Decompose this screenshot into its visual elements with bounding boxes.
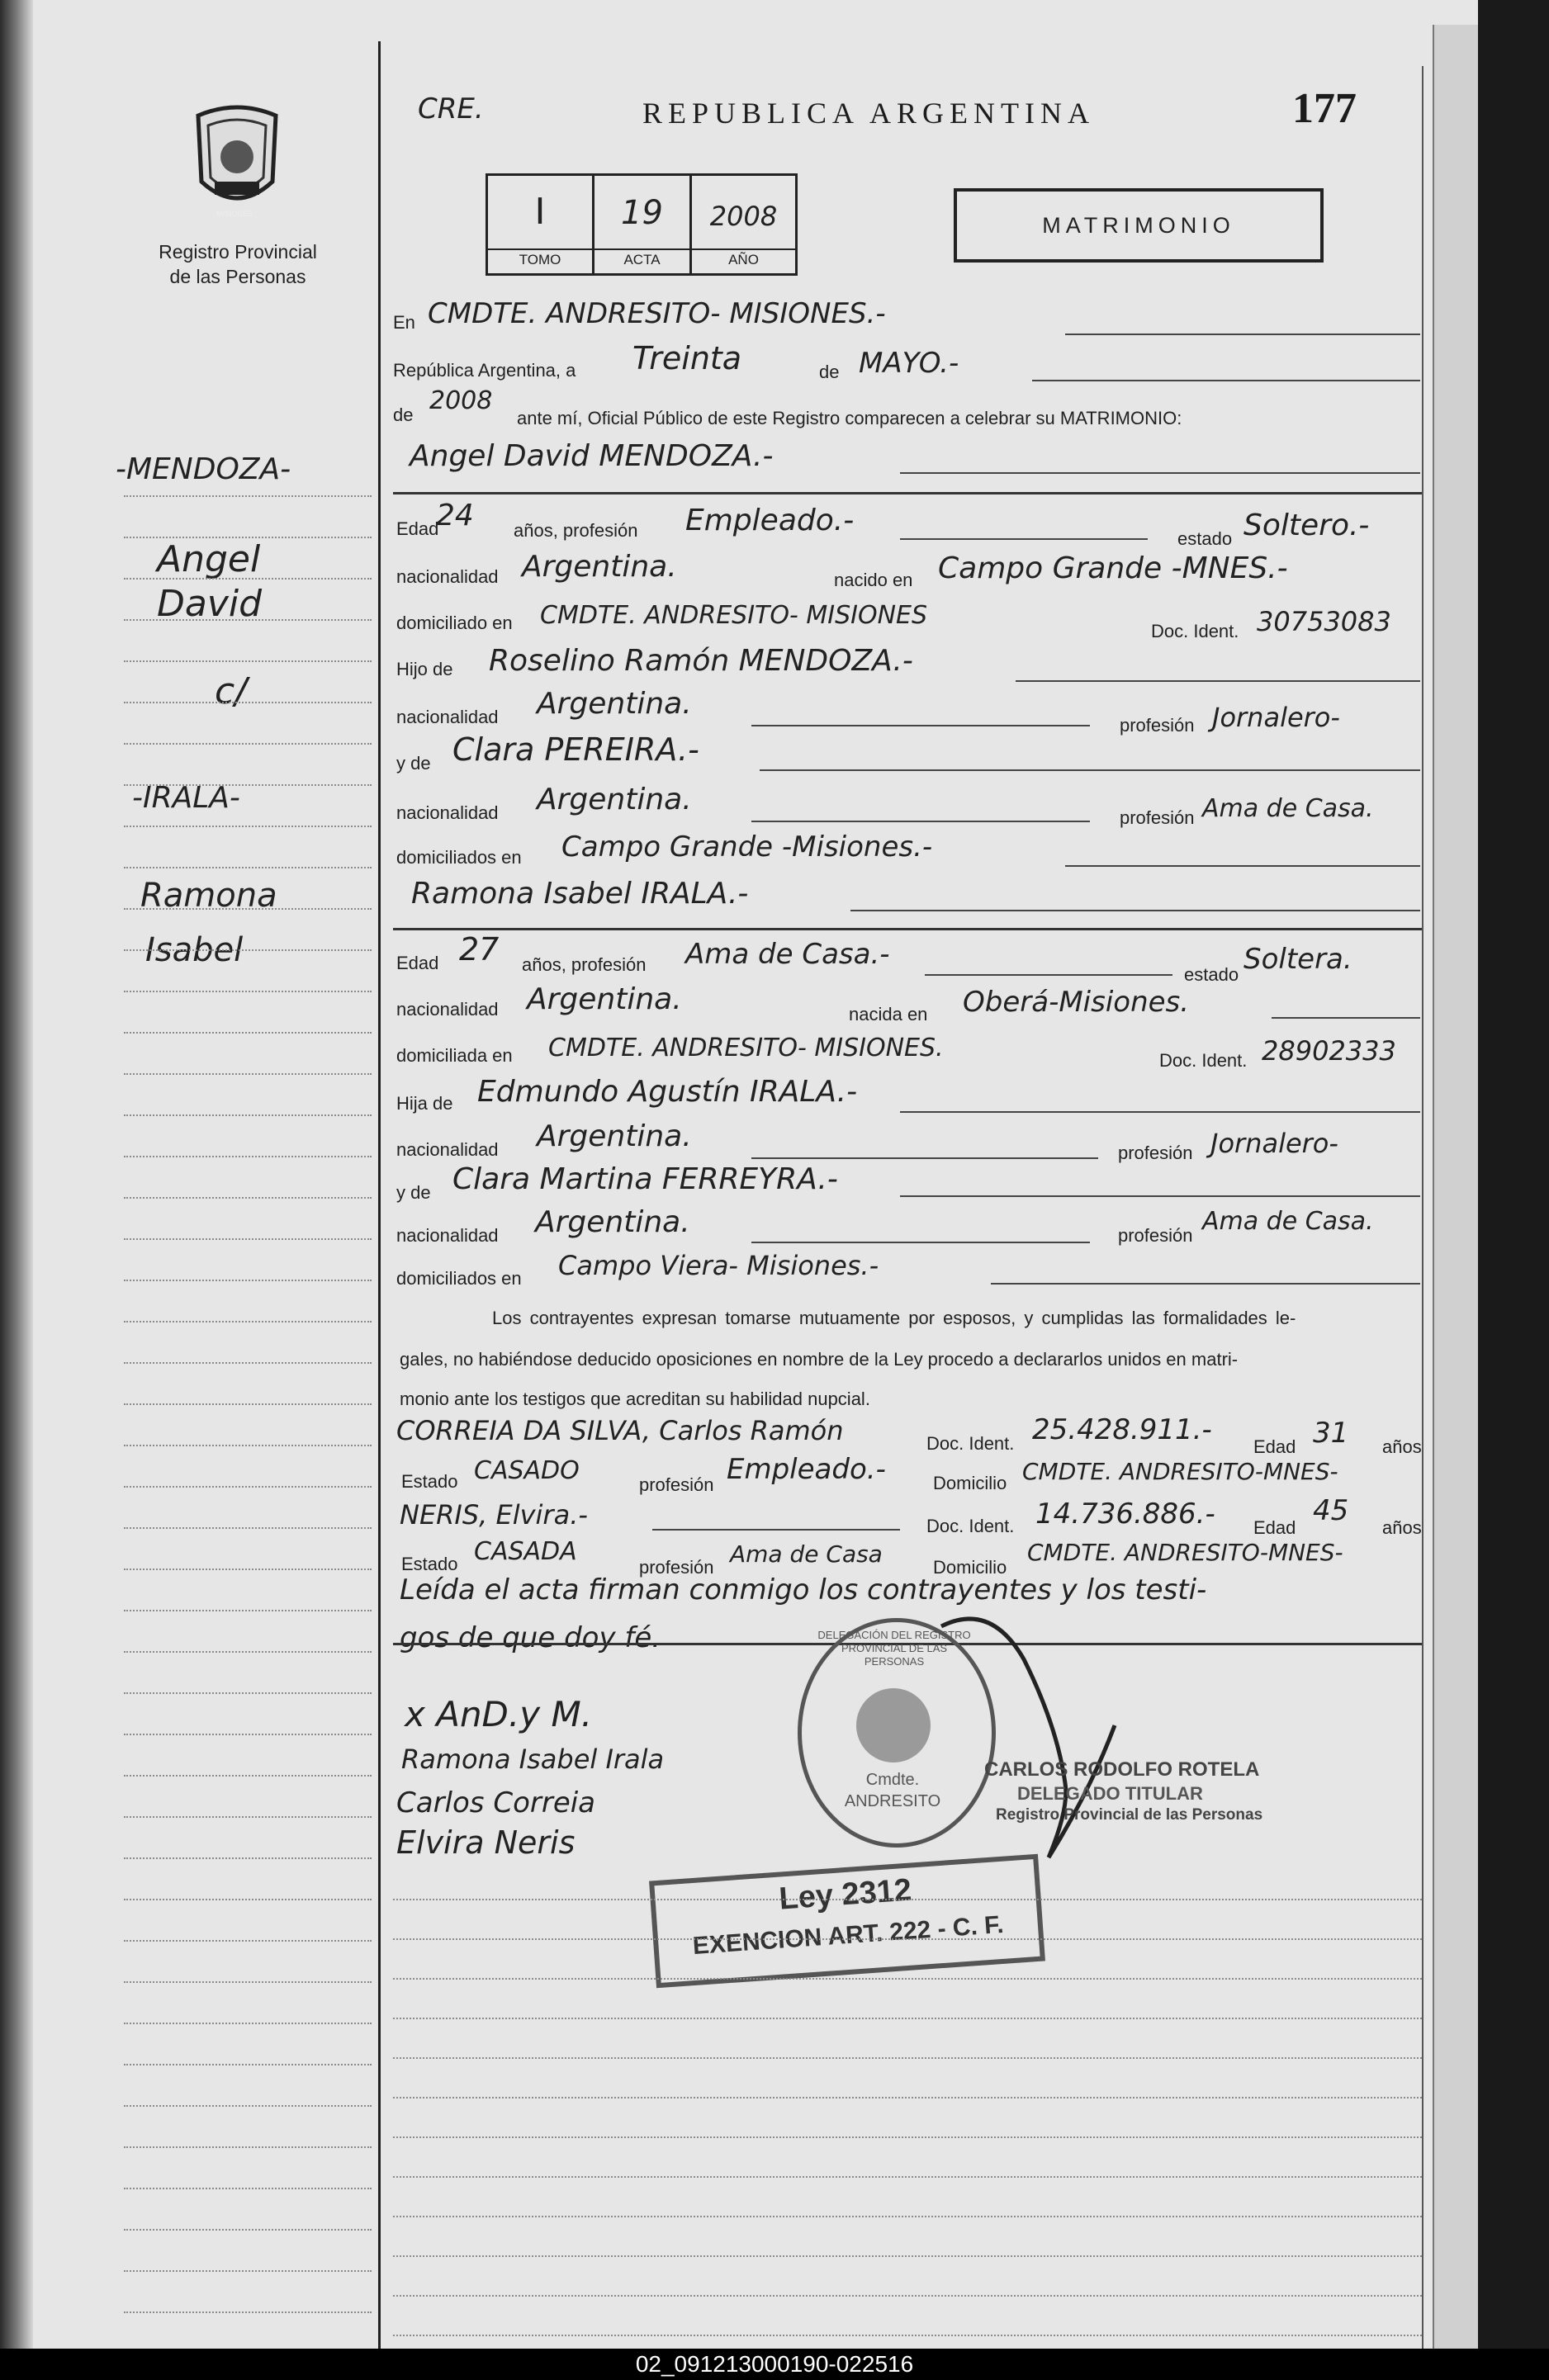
bride-estado-label: estado bbox=[1184, 964, 1239, 985]
margin-ruled-line bbox=[124, 908, 372, 910]
margin-ruled-line bbox=[124, 1114, 372, 1116]
de-label: de bbox=[819, 362, 840, 382]
bride-birthplace: Oberá-Misiones. bbox=[963, 986, 1190, 1019]
bride-father-prof-label: profesión bbox=[1118, 1143, 1193, 1163]
bride-age: 27 bbox=[459, 931, 500, 968]
bride-divider bbox=[393, 928, 1422, 930]
tomo-label: TOMO bbox=[519, 252, 561, 267]
margin-ruled-line bbox=[124, 2270, 372, 2272]
margin-ruled-line bbox=[124, 867, 372, 868]
witness1-marital: CASADO bbox=[474, 1456, 580, 1485]
margin-ruled-line bbox=[124, 784, 372, 786]
groom-father-nat-label: nacionalidad bbox=[396, 707, 499, 727]
record-type: MATRIMONIO bbox=[1042, 213, 1235, 238]
record-type-box bbox=[954, 188, 1324, 263]
margin-bride-surname: -IRALA- bbox=[132, 781, 240, 815]
bride-nationality: Argentina. bbox=[527, 982, 682, 1016]
margin-ruled-line bbox=[124, 1362, 372, 1364]
groom-parents-dom-label: domiciliados en bbox=[396, 847, 522, 868]
groom-father: Roselino Ramón MENDOZA.- bbox=[489, 644, 913, 678]
groom-name: Angel David MENDOZA.- bbox=[410, 439, 774, 473]
margin-ruled-line bbox=[124, 1321, 372, 1322]
margin-ruled-line bbox=[124, 1073, 372, 1075]
groom-hijo-label: Hijo de bbox=[396, 659, 453, 679]
body-ruled-line bbox=[393, 2216, 1422, 2217]
witness2-edad-label: Edad bbox=[1253, 1517, 1296, 1538]
witness1-address: CMDTE. ANDRESITO-MNES- bbox=[1022, 1458, 1338, 1485]
witness2-anos-label: años bbox=[1382, 1517, 1422, 1538]
groom-mother-nat-label: nacionalidad bbox=[396, 802, 499, 823]
bride-profession: Ama de Casa.- bbox=[685, 938, 890, 971]
witness1-anos-label: años bbox=[1382, 1436, 1422, 1457]
closing-line-2: gos de que doy fé. bbox=[400, 1621, 661, 1654]
margin-ruled-line bbox=[124, 1692, 372, 1694]
bride-father-nationality: Argentina. bbox=[537, 1119, 692, 1153]
country-title: REPUBLICA ARGENTINA bbox=[642, 97, 1096, 130]
witness2-age: 45 bbox=[1313, 1494, 1349, 1527]
ley-stamp-line-2: EXENCION ART. 222 - C. F. bbox=[691, 1910, 1005, 1961]
margin-ruled-line bbox=[124, 1981, 372, 1983]
bride-mother-prof-label: profesión bbox=[1118, 1225, 1193, 1246]
body-ruled-line bbox=[393, 2057, 1422, 2059]
ano-label: AÑO bbox=[728, 252, 759, 267]
image-caption: 02_091213000190-022516 bbox=[0, 2349, 1549, 2380]
margin-groom-given-2: David bbox=[157, 583, 263, 625]
margin-ruled-line bbox=[124, 2188, 372, 2189]
margin-ruled-line bbox=[124, 2064, 372, 2065]
signature-witness2: Elvira Neris bbox=[396, 1824, 576, 1861]
margin-ruled-line bbox=[124, 2311, 372, 2313]
witness2-doc: 14.736.886.- bbox=[1035, 1498, 1215, 1531]
margin-ruled-line bbox=[124, 1280, 372, 1281]
margin-rule bbox=[378, 41, 381, 2349]
margin-bride-given-2: Isabel bbox=[145, 931, 244, 969]
margin-ruled-line bbox=[124, 991, 372, 992]
page-left-edge bbox=[0, 0, 33, 2349]
groom-nacido-label: nacido en bbox=[834, 570, 913, 590]
margin-ruled-line bbox=[124, 578, 372, 580]
witness1-estado-label: Estado bbox=[401, 1471, 458, 1492]
body-ruled-line bbox=[393, 1899, 1422, 1900]
margin-ruled-line bbox=[124, 1775, 372, 1777]
margin-ruled-line bbox=[124, 1610, 372, 1611]
page-binding-edge bbox=[1433, 25, 1478, 2349]
margin-ruled-line bbox=[124, 1569, 372, 1570]
bride-parents-address: Campo Viera- Misiones.- bbox=[558, 1250, 879, 1281]
witness2-doc-label: Doc. Ident. bbox=[926, 1516, 1015, 1536]
groom-mother-prof-label: profesión bbox=[1120, 807, 1195, 828]
bride-mother-profession: Ama de Casa. bbox=[1202, 1207, 1374, 1236]
margin-ruled-line bbox=[124, 1857, 372, 1859]
bride-name: Ramona Isabel IRALA.- bbox=[411, 877, 749, 911]
groom-doc-label: Doc. Ident. bbox=[1151, 621, 1239, 641]
margin-ruled-line bbox=[124, 1527, 372, 1529]
groom-nat-label: nacionalidad bbox=[396, 566, 499, 587]
closing-line-1: Leída el acta firman conmigo los contrayentes y los testi- bbox=[400, 1573, 1207, 1606]
page-number: 177 bbox=[1292, 85, 1357, 132]
groom-edad-label: Edad bbox=[396, 518, 439, 539]
body-ruled-line bbox=[393, 2255, 1422, 2257]
registry-line-2: de las Personas bbox=[169, 266, 306, 287]
margin-ruled-line bbox=[124, 743, 372, 745]
intro-year: 2008 bbox=[429, 386, 493, 415]
acta-label: ACTA bbox=[623, 252, 661, 267]
margin-ruled-line bbox=[124, 1651, 372, 1653]
body-ruled-line bbox=[393, 1938, 1422, 1940]
witness1-profession: Empleado.- bbox=[727, 1453, 886, 1486]
margin-ruled-line bbox=[124, 660, 372, 662]
groom-mother-nationality: Argentina. bbox=[537, 783, 692, 816]
margin-ruled-line bbox=[124, 1940, 372, 1942]
groom-doc: 30753083 bbox=[1257, 606, 1391, 637]
margin-bride-given-1: Ramona bbox=[140, 877, 277, 915]
margin-ruled-line bbox=[124, 1403, 372, 1405]
margin-groom-given-1: Angel bbox=[157, 538, 261, 580]
groom-profesion-label: años, profesión bbox=[514, 520, 638, 541]
groom-address: CMDTE. ANDRESITO- MISIONES bbox=[540, 601, 928, 630]
groom-father-prof-label: profesión bbox=[1120, 715, 1195, 736]
body-ruled-line bbox=[393, 2136, 1422, 2138]
bride-marital: Soltera. bbox=[1243, 943, 1352, 976]
seal-emblem-icon bbox=[856, 1688, 931, 1763]
de2-label: de bbox=[393, 405, 414, 425]
acta-value: 19 bbox=[621, 194, 663, 232]
groom-birthplace: Campo Grande -MNES.- bbox=[938, 551, 1288, 585]
bride-hija-label: Hija de bbox=[396, 1093, 453, 1114]
logo-text-bottom: MISIONES bbox=[216, 210, 253, 218]
margin-ruled-line bbox=[124, 495, 372, 497]
witness1-doc-label: Doc. Ident. bbox=[926, 1433, 1015, 1454]
bride-address: CMDTE. ANDRESITO- MISIONES. bbox=[548, 1034, 944, 1062]
groom-nationality: Argentina. bbox=[522, 550, 677, 584]
body-ruled-line bbox=[393, 2295, 1422, 2297]
body-ruled-line bbox=[393, 2018, 1422, 2019]
intro-place: CMDTE. ANDRESITO- MISIONES.- bbox=[428, 297, 886, 330]
right-rule bbox=[1422, 66, 1423, 2349]
groom-marital: Soltero.- bbox=[1243, 509, 1370, 542]
margin-ruled-line bbox=[124, 1156, 372, 1157]
bride-nat-label: nacionalidad bbox=[396, 999, 499, 1020]
body-ruled-line bbox=[393, 1978, 1422, 1980]
groom-mother-profession: Ama de Casa. bbox=[1202, 794, 1374, 823]
margin-ruled-line bbox=[124, 1197, 372, 1199]
official-name-stamp: CARLOS RODOLFO ROTELA bbox=[984, 1758, 1260, 1781]
bride-doc: 28902333 bbox=[1262, 1035, 1396, 1067]
groom-father-nationality: Argentina. bbox=[537, 687, 692, 721]
bride-dom-label: domiciliada en bbox=[396, 1045, 513, 1066]
bride-mother: Clara Martina FERREYRA.- bbox=[452, 1162, 838, 1196]
official-title-stamp: DELEGADO TITULAR bbox=[1017, 1783, 1203, 1804]
margin-conj: c/ bbox=[215, 670, 248, 712]
bride-mother-nationality: Argentina. bbox=[535, 1205, 690, 1239]
declaration-line-3: monio ante los testigos que acreditan su habilidad nupcial. bbox=[400, 1389, 870, 1409]
groom-mother: Clara PEREIRA.- bbox=[452, 731, 699, 768]
round-seal-text: DELEGACIÓN DEL REGISTRO PROVINCIAL DE LAS PERSONAS bbox=[817, 1629, 971, 1668]
bride-father-nat-label: nacionalidad bbox=[396, 1139, 499, 1160]
margin-ruled-line bbox=[124, 1445, 372, 1446]
intro-text: ante mí, Oficial Público de este Registro comparecen a celebrar su MATRIMONIO: bbox=[517, 408, 1182, 428]
groom-father-profession: Jornalero- bbox=[1212, 702, 1340, 733]
bride-father-profession: Jornalero- bbox=[1210, 1128, 1338, 1159]
groom-dom-label: domiciliado en bbox=[396, 613, 513, 633]
witness1-edad-label: Edad bbox=[1253, 1436, 1296, 1457]
margin-ruled-line bbox=[124, 537, 372, 538]
groom-parents-address: Campo Grande -Misiones.- bbox=[561, 830, 933, 864]
margin-ruled-line bbox=[124, 2229, 372, 2231]
groom-profession: Empleado.- bbox=[685, 504, 855, 537]
witness1-doc: 25.428.911.- bbox=[1032, 1413, 1212, 1446]
groom-estado-label: estado bbox=[1177, 528, 1233, 549]
bride-parents-dom-label: domiciliados en bbox=[396, 1268, 522, 1289]
witness2-profesion-label: profesión bbox=[639, 1557, 714, 1578]
witness1-domicilio-label: Domicilio bbox=[933, 1473, 1007, 1493]
witness2-profession: Ama de Casa bbox=[730, 1540, 883, 1568]
margin-ruled-line bbox=[124, 702, 372, 703]
margin-ruled-line bbox=[124, 949, 372, 951]
declaration-line-2: gales, no habiéndose deducido oposiciones en nombre de la Ley procedo a declararlos unidos en matri- bbox=[400, 1349, 1239, 1370]
bride-profesion-label: años, profesión bbox=[522, 954, 647, 975]
margin-ruled-line bbox=[124, 2146, 372, 2148]
witness2-domicilio-label: Domicilio bbox=[933, 1557, 1007, 1578]
ley-stamp-line-1: Ley 2312 bbox=[778, 1872, 913, 1917]
record-id-box bbox=[486, 173, 798, 276]
bride-nacida-label: nacida en bbox=[849, 1004, 928, 1024]
ano-value: 2008 bbox=[709, 201, 778, 232]
tomo-value: I bbox=[534, 191, 546, 233]
witness2-address: CMDTE. ANDRESITO-MNES- bbox=[1027, 1539, 1343, 1566]
margin-ruled-line bbox=[124, 1238, 372, 1240]
margin-groom-surname: -MENDOZA- bbox=[116, 452, 291, 486]
ley-exemption-stamp bbox=[649, 1854, 1045, 1989]
margin-ruled-line bbox=[124, 1032, 372, 1034]
witness2-marital: CASADA bbox=[474, 1537, 577, 1566]
intro-day: Treinta bbox=[632, 340, 742, 376]
signature-groom: x AnD.y M. bbox=[405, 1694, 593, 1734]
witness1-profesion-label: profesión bbox=[639, 1474, 714, 1495]
margin-ruled-line bbox=[124, 1486, 372, 1488]
official-signature-scribble bbox=[925, 1610, 1139, 1874]
groom-age: 24 bbox=[436, 499, 474, 532]
signature-bride: Ramona Isabel Irala bbox=[401, 1744, 665, 1775]
groom-yde-label: y de bbox=[396, 753, 431, 774]
bride-yde-label: y de bbox=[396, 1182, 431, 1203]
bride-mother-nat-label: nacionalidad bbox=[396, 1225, 499, 1246]
round-seal-center-2: ANDRESITO bbox=[844, 1792, 941, 1810]
margin-ruled-line bbox=[124, 2105, 372, 2107]
official-office-stamp: Registro Provincial de las Personas bbox=[996, 1806, 1263, 1824]
margin-ruled-line bbox=[124, 1899, 372, 1900]
bride-father: Edmundo Agustín IRALA.- bbox=[477, 1075, 858, 1109]
bride-doc-label: Doc. Ident. bbox=[1159, 1050, 1248, 1071]
coat-of-arms-logo bbox=[192, 99, 282, 219]
signature-witness1: Carlos Correia bbox=[396, 1786, 596, 1819]
body-ruled-line bbox=[393, 2176, 1422, 2178]
republica-label: República Argentina, a bbox=[393, 360, 576, 381]
registry-line-1: Registro Provincial bbox=[159, 241, 317, 263]
round-seal-center-1: Cmdte. bbox=[865, 1771, 920, 1789]
groom-divider bbox=[393, 492, 1422, 494]
en-label: En bbox=[393, 312, 415, 333]
witness2-estado-label: Estado bbox=[401, 1554, 458, 1574]
witness1-age: 31 bbox=[1313, 1417, 1349, 1450]
margin-ruled-line bbox=[124, 2023, 372, 2024]
witness1-name: CORREIA DA SILVA, Carlos Ramón bbox=[396, 1415, 844, 1446]
declaration-line-1: Los contrayentes expresan tomarse mutuamente por esposos, y cumplidas las formalidades le- bbox=[492, 1308, 1296, 1328]
witness2-name: NERIS, Elvira.- bbox=[400, 1499, 588, 1531]
margin-ruled-line bbox=[124, 1734, 372, 1735]
margin-ruled-line bbox=[124, 826, 372, 827]
body-ruled-line bbox=[393, 2335, 1422, 2336]
body-ruled-line bbox=[393, 2097, 1422, 2098]
bride-edad-label: Edad bbox=[396, 953, 439, 973]
intro-month: MAYO.- bbox=[859, 347, 959, 380]
margin-ruled-line bbox=[124, 1816, 372, 1818]
header-annotation: CRE. bbox=[418, 92, 484, 125]
margin-ruled-line bbox=[124, 619, 372, 621]
